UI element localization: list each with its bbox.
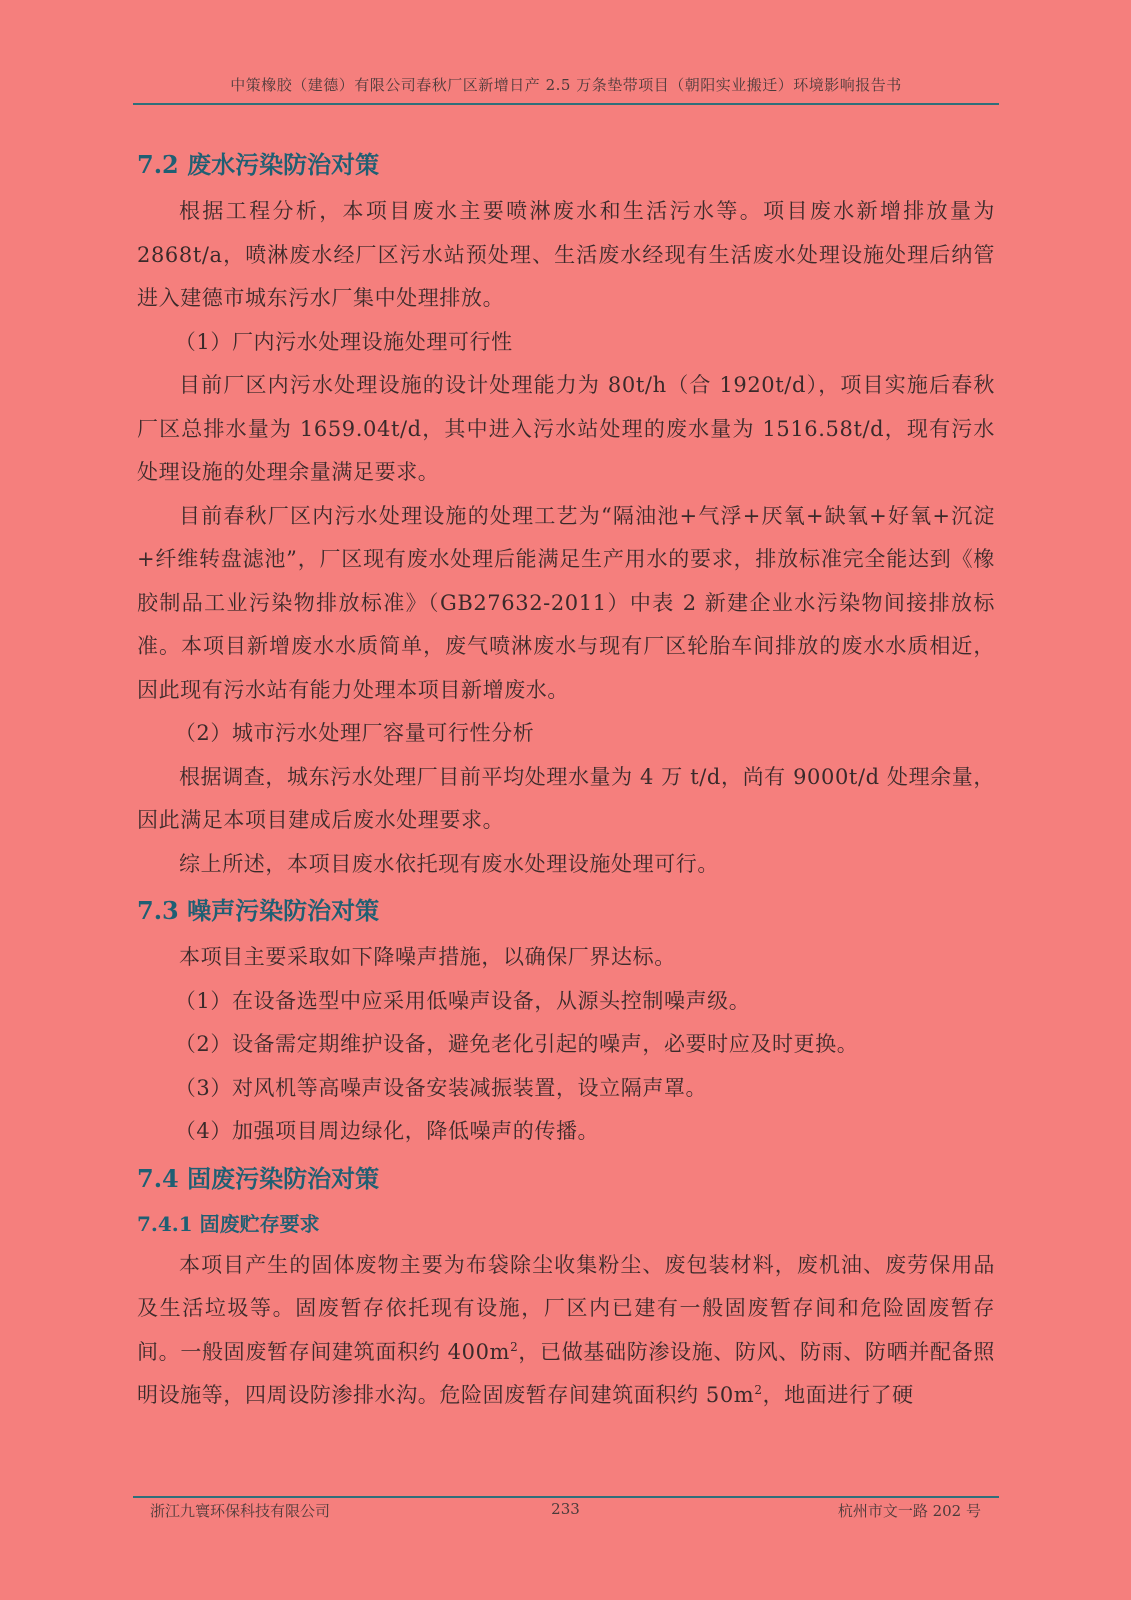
list-item: （4）加强项目周边绿化，降低噪声的传播。: [174, 1119, 600, 1143]
paragraph-text: ，已做基础防渗设施、防风、防雨、防晒并配备照明设施等，四周设防渗排水沟。危险固废暂存间建筑面积约 50m: [137, 1339, 995, 1407]
page-header: 中策橡胶（建德）有限公司春秋厂区新增日产 2.5 万条垫带项目（朝阳实业搬迁）环境影响报告书: [230, 76, 902, 94]
paragraph-text: 本项目产生的固体废物主要为布袋除尘收集粉尘、废包装材料，废机油、废劳保用品及生活垃圾等。固废暂存依托现有设施，厂区内已建有一般固废暂存间和危险固废暂存间。一般固废暂存间建筑面积约 400m: [137, 1252, 995, 1364]
subsection-heading-7-4-1: 7.4.1 固废贮存要求: [137, 1211, 320, 1236]
subheading-item: （2）城市污水处理厂容量可行性分析: [174, 721, 535, 745]
section-heading-7-4: 7.4 固废污染防治对策: [137, 1163, 380, 1193]
subheading-item: （1）厂内污水处理设施处理可行性: [174, 329, 513, 354]
header-divider: [133, 103, 999, 105]
list-item: （3）对风机等高噪声设备安装减振装置，设立隔声罩。: [174, 1075, 708, 1100]
paragraph: [137, 1244, 995, 1418]
page-number: 233: [551, 1500, 580, 1518]
section-heading-7-3: 7.3 噪声污染防治对策: [137, 896, 380, 925]
footer-address: 杭州市文一路 202 号: [837, 1502, 981, 1520]
footer-divider: [133, 1496, 999, 1498]
paragraph: 根据调查，城东污水处理厂目前平均处理水量为 4 万 t/d，尚有 9000t/d 处理余量，因此满足本项目建成后废水处理要求。: [137, 764, 995, 832]
superscript: 2: [754, 1383, 763, 1397]
superscript: 2: [510, 1339, 519, 1354]
paragraph: 根据工程分析，本项目废水主要喷淋废水和生活污水等。项目废水新增排放量为2868t/a，喷淋废水经厂区污水站预处理、生活废水经现有生活废水处理设施处理后纳管进入建德市城东污水厂集中处理排放。: [137, 199, 995, 310]
paragraph: 目前厂区内污水处理设施的设计处理能力为 80t/h（合 1920t/d），项目实施后春秋厂区总排水量为 1659.04t/d，其中进入污水站处理的废水量为 1516.58t/d，现有污水处理设施的处理余量满足要求。: [137, 373, 995, 484]
paragraph-text: ，地面进行了硬: [762, 1383, 914, 1407]
paragraph: 综上所述，本项目废水依托现有废水处理设施处理可行。: [179, 851, 719, 876]
footer-company: 浙江九寰环保科技有限公司: [150, 1502, 331, 1520]
paragraph: 目前春秋厂区内污水处理设施的处理工艺为“隔油池+气浮+厌氧+缺氧+好氧+沉淀+纤维转盘滤池”，厂区现有废水处理后能满足生产用水的要求，排放标准完全能达到《橡胶制品工业污染物排放标准》（GB27632-2011）中表 2 新建企业水污染物间接排放标准。本项目新增废水水质简单，废气喷淋废水与现有厂区轮胎车间排放的废水水质相近，因此现有污水站有能力处理本项目新增废水。: [137, 503, 995, 702]
list-item: （1）在设备选型中应采用低噪声设备，从源头控制噪声级。: [174, 988, 751, 1013]
section-heading-7-2: 7.2 废水污染防治对策: [137, 150, 380, 179]
paragraph: 本项目主要采取如下降噪声措施，以确保厂界达标。: [179, 945, 676, 969]
page-body: [137, 140, 995, 1418]
list-item: （2）设备需定期维护设备，避免老化引起的噪声，必要时应及时更换。: [174, 1032, 859, 1056]
